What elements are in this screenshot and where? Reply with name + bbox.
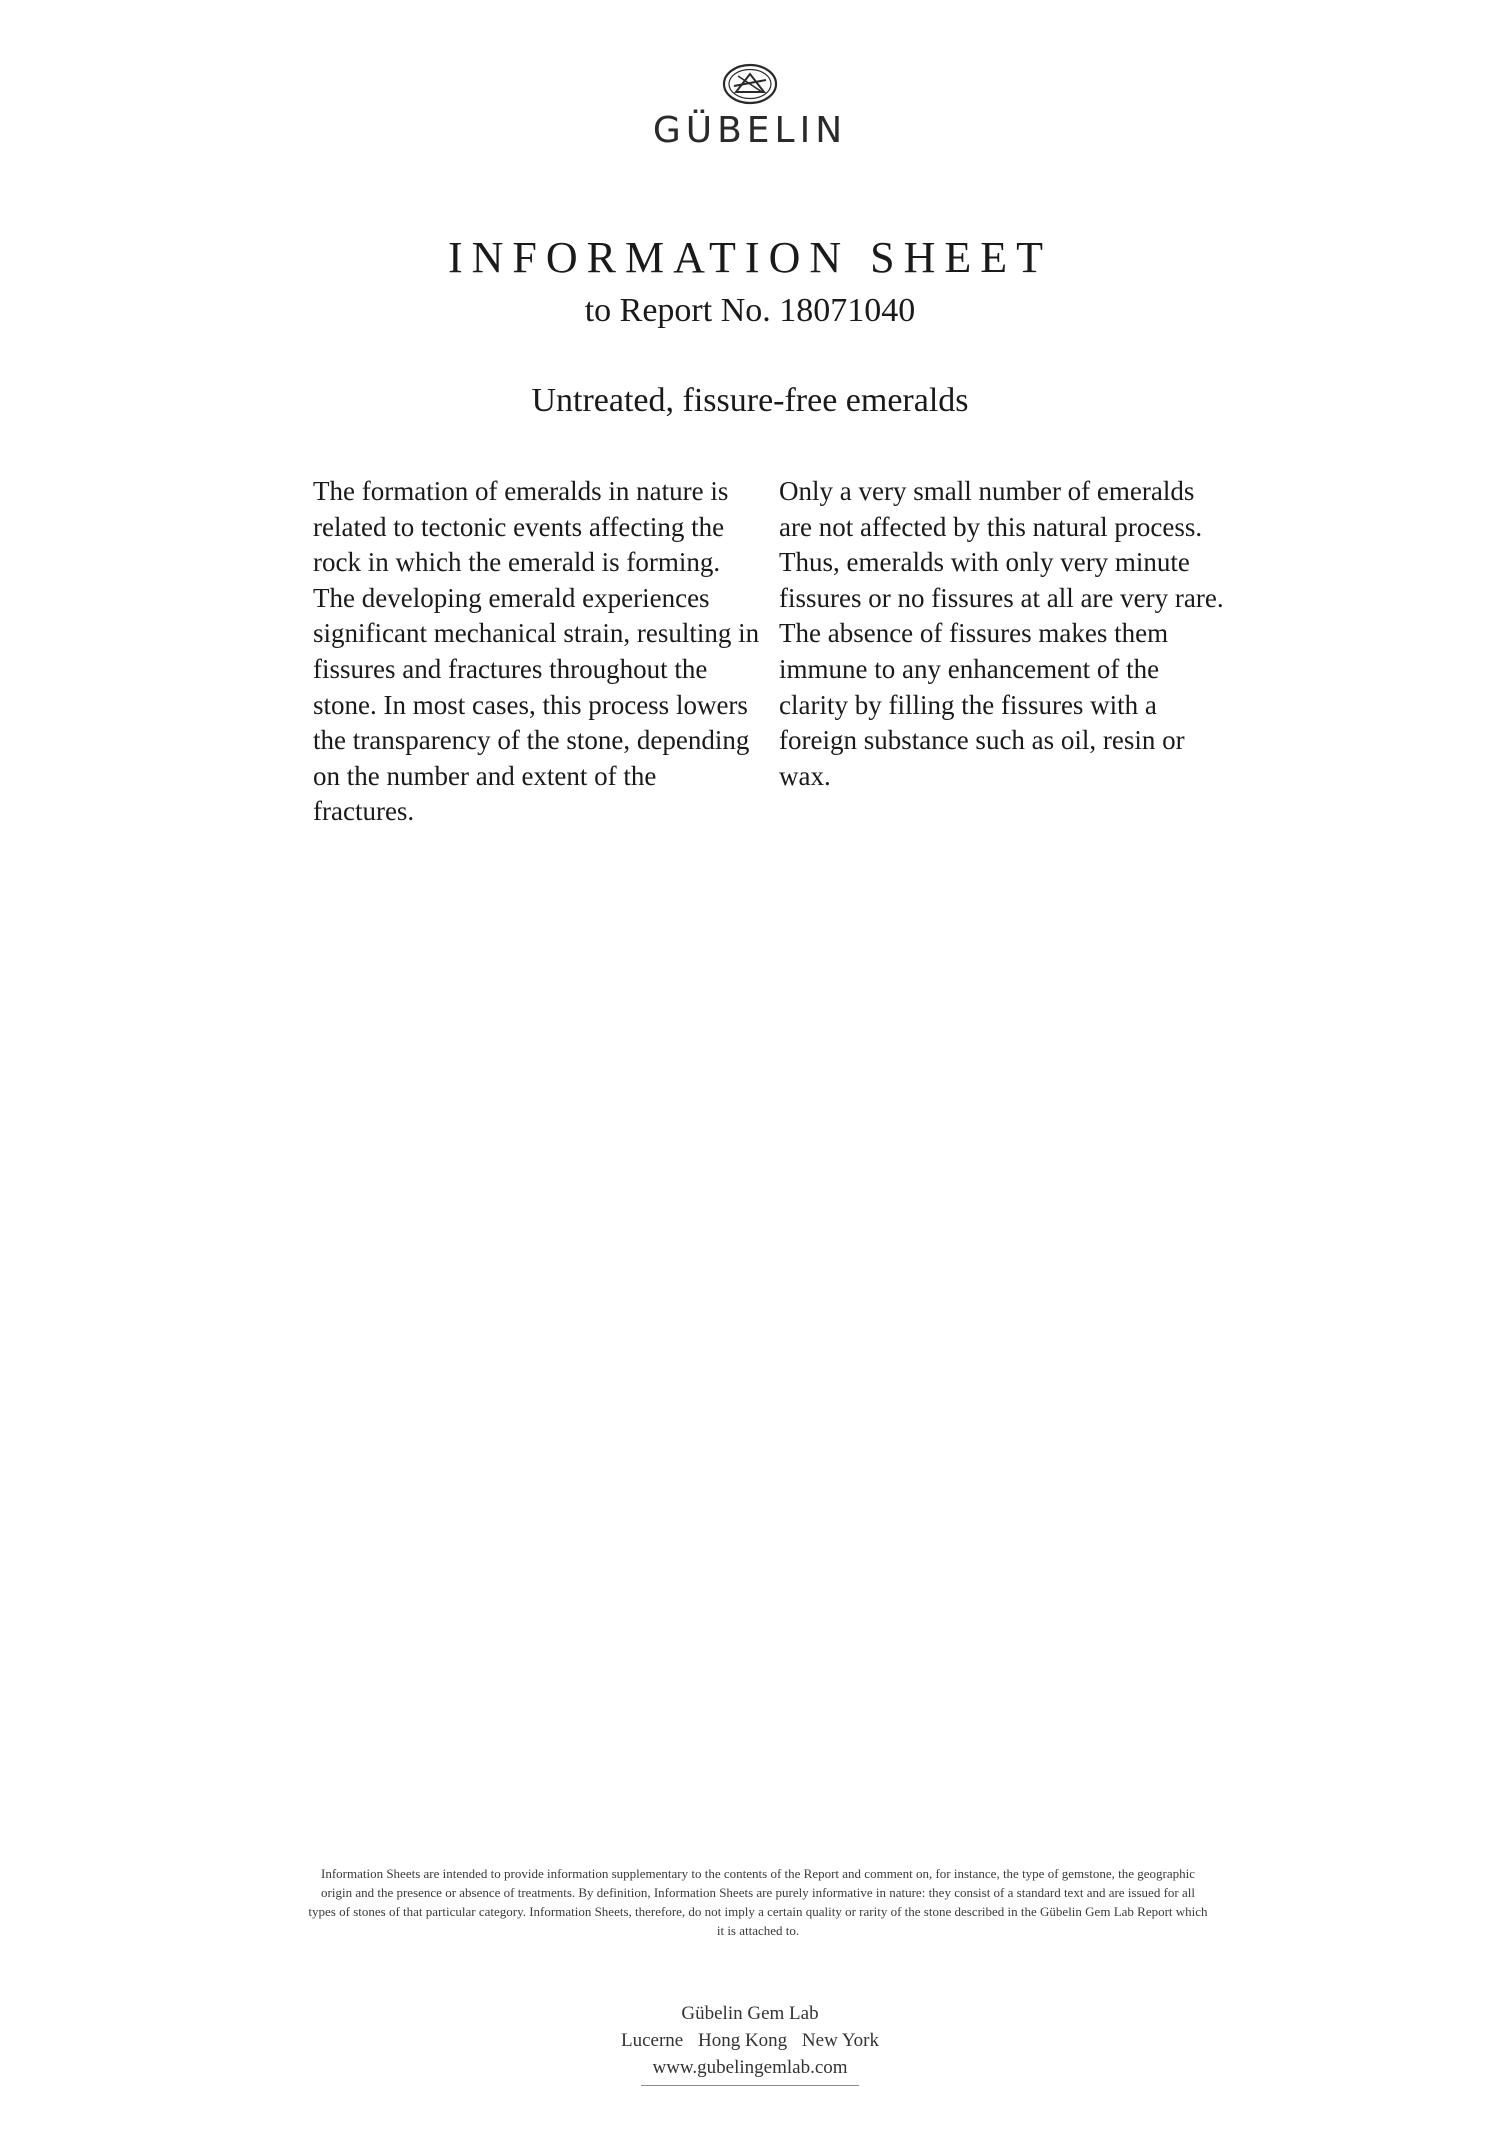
- lab-name: Gübelin Gem Lab: [681, 2003, 819, 2024]
- body-text-right-column: Only a very small number of emeralds are not affected by this natural process. Thus, emeralds with only very minute fissures or no fissures at all are very rare. The absence of fissures makes them immune to any enhancement of the clarity by filling the fissures with a foreign substance such as oil, resin or wax.: [779, 476, 1224, 791]
- brand-wordmark: GÜBELIN: [652, 110, 848, 151]
- gubelin-emblem-icon: [720, 62, 780, 106]
- footer-divider: [641, 2085, 859, 2086]
- brand-logo: [0, 62, 1500, 151]
- city-new-york: New York: [801, 2030, 879, 2051]
- disclaimer-text: Information Sheets are intended to provide information supplementary to the contents of the Report and comment on, for instance, the type of gemstone, the geographic origin and the presence or absence of treatments. By definition, Information Sheets are purely informative in nature: they consist of a standard text and are issued for all types of stones of that particular category. Information Sheets, therefore, do not imply a certain quality or rarity of the stone described in the Gübelin Gem Lab Report which it is attached to.: [308, 1866, 1208, 1938]
- city-hong-kong: Hong Kong: [697, 2030, 788, 2051]
- website-link[interactable]: www.gubelingemlab.com: [652, 2057, 848, 2078]
- city-lucerne: Lucerne: [620, 2030, 684, 2051]
- page-title: INFORMATION SHEET: [448, 233, 1052, 282]
- city-list: [0, 2027, 1500, 2054]
- footer: [0, 2000, 1500, 2086]
- report-number: to Report No. 18071040: [584, 292, 916, 329]
- body-text-left-column: The formation of emeralds in nature is related to tectonic events affecting the rock in which the emerald is forming. The developing emerald experiences significant mechanical strain, resulting in fissures and fractures throughout the stone. In most cases, this process lowers the transparency of the stone, depending on the number and extent of the fractures.: [313, 476, 760, 827]
- section-heading: Untreated, fissure-free emeralds: [531, 382, 969, 419]
